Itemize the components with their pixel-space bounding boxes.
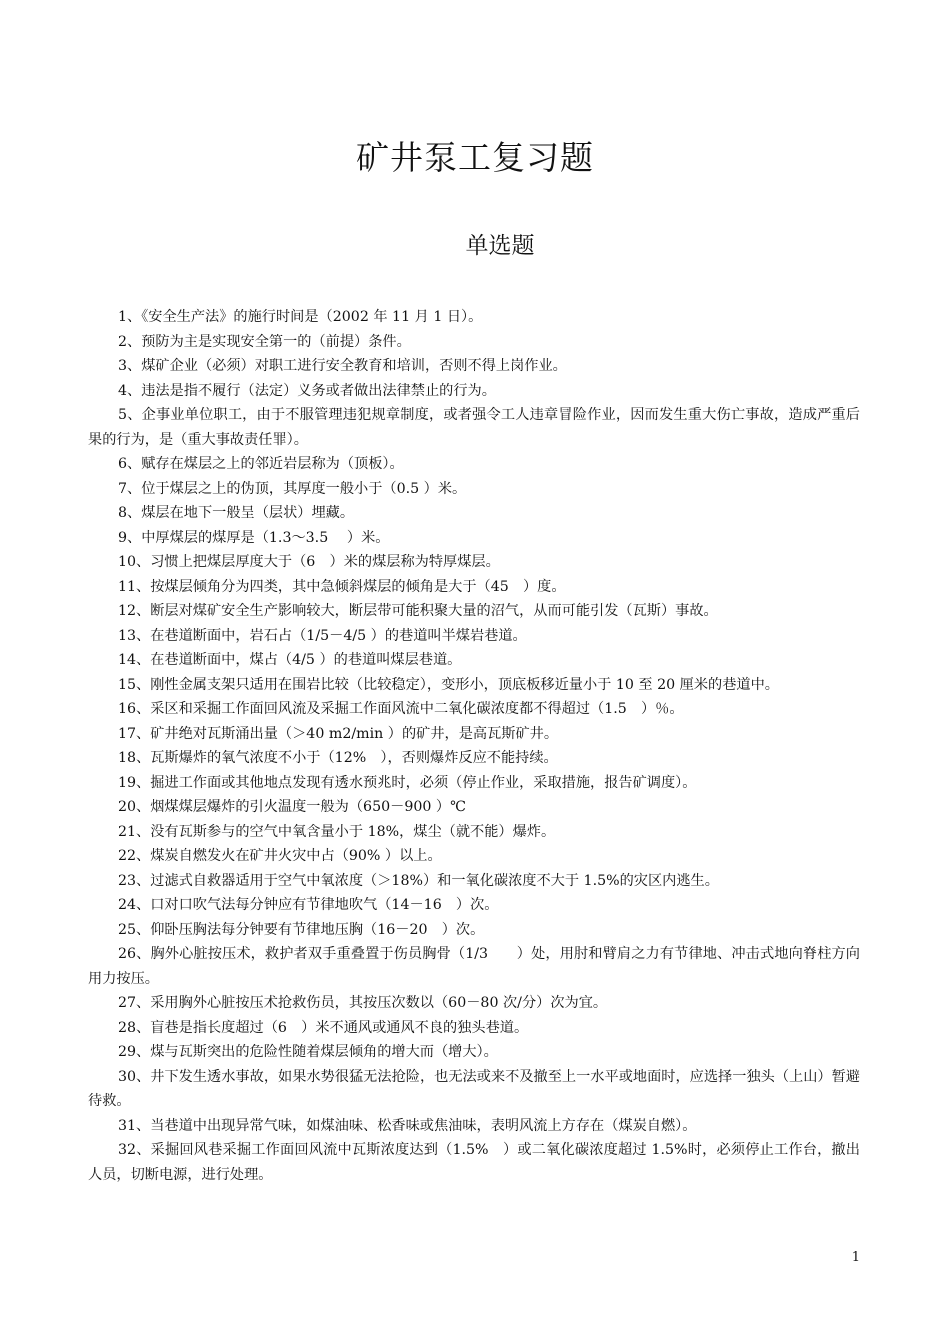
question-item: 13、在巷道断面中，岩石占（1/5－4/5 ）的巷道叫半煤岩巷道。 [118,627,527,644]
question-item: 5、企事业单位职工，由于不服管理违犯规章制度，或者强令工人违章冒险作业，因而发生重大伤亡事故，造成严重后果的行为，是（重大事故责任罪）。 [88,407,860,448]
question-item: 19、掘进工作面或其他地点发现有透水预兆时，必须（停止作业，采取措施，报告矿调度）。 [118,774,697,791]
question-item: 4、违法是指不履行（法定）义务或者做出法律禁止的行为。 [118,382,496,399]
question-item: 25、仰卧压胸法每分钟要有节律地压胸（16－20 ）次。 [118,921,485,938]
question-item: 28、盲巷是指长度超过（6 ）米不通风或通风不良的独头巷道。 [118,1019,529,1036]
question-item: 29、煤与瓦斯突出的危险性随着煤层倾角的增大而（增大）。 [118,1044,498,1060]
question-item: 18、瓦斯爆炸的氧气浓度不小于（12% ），否则爆炸反应不能持续。 [118,750,558,766]
question-item: 30、井下发生透水事故，如果水势很猛无法抢险，也无法或来不及撤至上一水平或地面时，应选择一独头（上山）暂避待救。 [88,1068,860,1109]
question-item: 21、没有瓦斯参与的空气中氧含量小于 18%，煤尘（就不能）爆炸。 [118,823,556,840]
question-item: 11、按煤层倾角分为四类，其中急倾斜煤层的倾角是大于（45 ）度。 [118,578,566,595]
question-item: 27、采用胸外心脏按压术抢救伤员，其按压次数以（60－80 次/分）次为宜。 [118,995,608,1011]
question-item: 9、中厚煤层的煤厚是（1.3～3.5 ）米。 [118,529,390,546]
question-item: 22、煤炭自燃发火在矿井火灾中占（90% ）以上。 [118,848,442,864]
question-list [88,305,860,1187]
question-item: 17、矿井绝对瓦斯涌出量（＞40 m2/min ）的矿井，是高瓦斯矿井。 [118,725,559,742]
question-item: 2、预防为主是实现安全第一的（前提）条件。 [118,333,411,350]
question-item: 14、在巷道断面中，煤占（4/5 ）的巷道叫煤层巷道。 [118,652,462,668]
question-item: 24、口对口吹气法每分钟应有节律地吹气（14－16 ）次。 [118,897,499,913]
question-item: 31、当巷道中出现异常气味，如煤油味、松香味或焦油味，表明风流上方存在（煤炭自燃）。 [118,1117,697,1134]
question-item: 32、采掘回风巷采掘工作面回风流中瓦斯浓度达到（1.5% ）或二氧化碳浓度超过 1.5%时，必须停止工作台，撤出人员，切断电源，进行处理。 [88,1142,860,1183]
document-title: 矿井泵工复习题 [356,138,594,177]
question-item: 10、习惯上把煤层厚度大于（6 ）米的煤层称为特厚煤层。 [118,554,500,570]
question-item: 20、烟煤煤层爆炸的引火温度一般为（650－900 ）℃ [118,799,466,815]
question-item: 3、煤矿企业（必须）对职工进行安全教育和培训，否则不得上岗作业。 [118,358,567,374]
question-item: 26、胸外心脏按压术，救护者双手重叠置于伤员胸骨（1/3 ）处，用肘和臂肩之力有节律地、冲击式地向脊柱方向用力按压。 [88,946,860,987]
question-item: 12、断层对煤矿安全生产影响较大，断层带可能积聚大量的沼气，从而可能引发（瓦斯）事故。 [118,603,718,619]
question-item: 16、采区和采掘工作面回风流及采掘工作面风流中二氧化碳浓度都不得超过（1.5 ）％。 [118,701,684,717]
section-title: 单选题 [465,233,535,259]
question-item: 6、赋存在煤层之上的邻近岩层称为（顶板）。 [118,456,404,472]
question-item: 23、过滤式自救器适用于空气中氧浓度（＞18%）和一氧化碳浓度不大于 1.5%的灾区内逃生。 [118,872,719,889]
question-item: 1、《安全生产法》的施行时间是（2002 年 11 月 1 日）。 [118,309,483,325]
question-item: 8、煤层在地下一般呈（层状）埋藏。 [118,505,355,521]
question-item: 15、刚性金属支架只适用在围岩比较（比较稳定），变形小，顶底板移近量小于 10 至 20 厘米的巷道中。 [118,676,779,693]
question-item: 7、位于煤层之上的伪顶，其厚度一般小于（0.5 ）米。 [118,480,467,497]
page-number: 1 [851,1250,860,1265]
